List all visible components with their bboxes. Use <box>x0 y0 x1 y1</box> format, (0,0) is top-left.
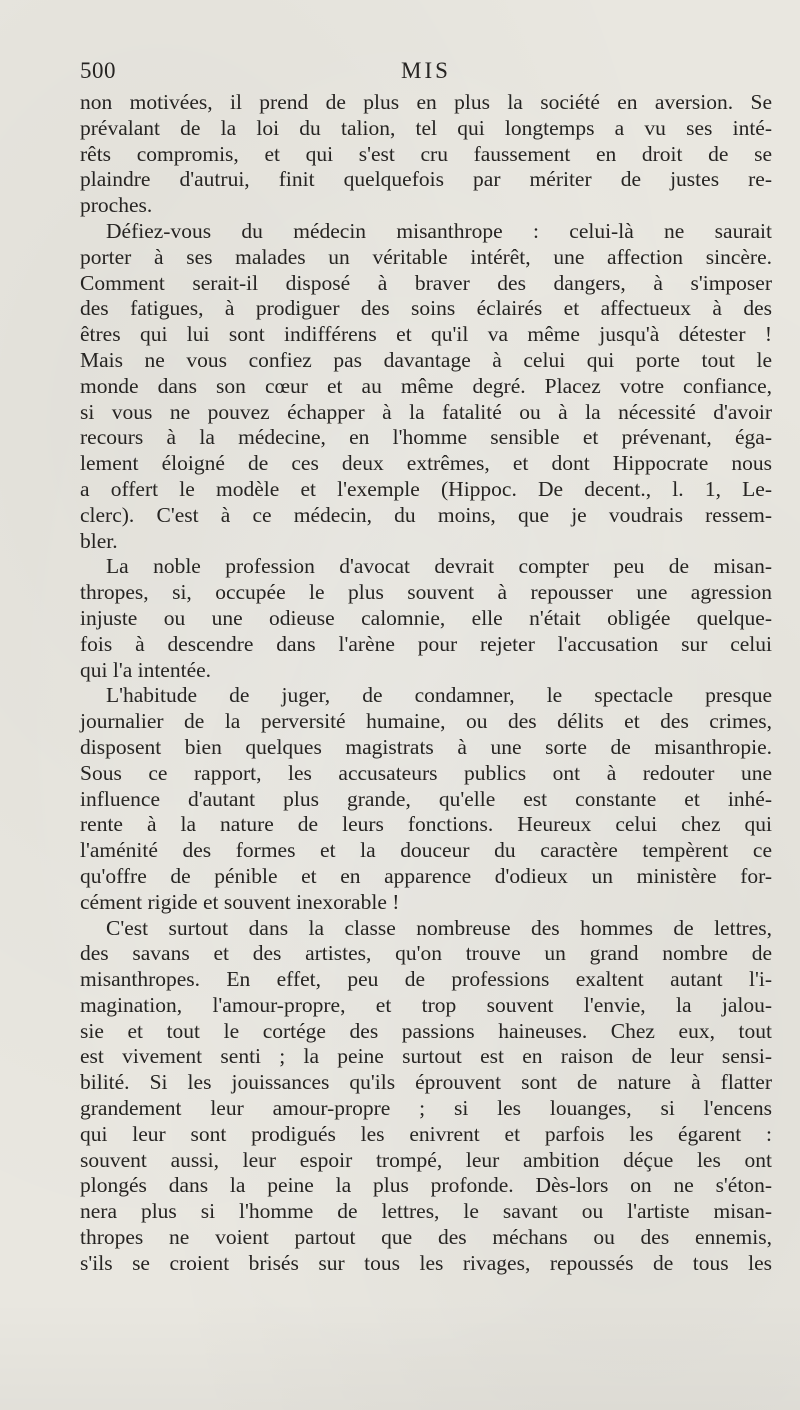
text-line: bler. <box>80 528 118 553</box>
text-line: prévalant de la loi du talion, tel qui longtemps a vu ses inté- <box>80 115 772 140</box>
text-line: Mais ne vous confiez pas davantage à celui qui porte tout le <box>80 347 772 372</box>
page-header <box>80 58 772 88</box>
text-line: proches. <box>80 193 153 218</box>
text-line: recours à la médecine, en l'homme sensible et prévenant, éga- <box>80 425 772 450</box>
text-line: si vous ne pouvez échapper à la fatalité ou à la nécessité d'avoir <box>80 399 772 424</box>
text-line: magination, l'amour-propre, et trop souvent l'envie, la jalou- <box>80 992 772 1017</box>
text-line: L'habitude de juger, de condamner, le spectacle presque <box>106 683 772 708</box>
page-edge-shadow <box>0 1300 800 1410</box>
text-line: lement éloigné de ces deux extrêmes, et dont Hippocrate nous <box>80 451 772 476</box>
text-line: l'aménité des formes et la douceur du caractère tempèrent ce <box>80 838 772 863</box>
text-line: qu'offre de pénible et en apparence d'odieux un ministère for- <box>80 863 772 888</box>
text-line: êtres qui lui sont indifférens et qu'il va même jusqu'à détester ! <box>80 322 772 347</box>
text-line: journalier de la perversité humaine, ou des délits et des crimes, <box>80 709 772 734</box>
text-line: disposent bien quelques magistrats à une sorte de misanthropie. <box>80 734 772 759</box>
text-line: porter à ses malades un véritable intérêt, une affection sincère. <box>80 244 772 269</box>
running-head: MIS <box>401 58 451 83</box>
text-line: cément rigide et souvent inexorable ! <box>80 889 400 914</box>
text-line: influence d'autant plus grande, qu'elle est constante et inhé- <box>80 786 772 811</box>
text-line: grandement leur amour-propre ; si les louanges, si l'encens <box>80 1096 772 1121</box>
text-line: rêts compromis, et qui s'est cru faussement en droit de se <box>80 141 772 166</box>
body-text <box>80 90 772 1277</box>
text-line: thropes ne voient partout que des méchans ou des ennemis, <box>80 1225 772 1250</box>
text-line: rente à la nature de leurs fonctions. Heureux celui chez qui <box>80 812 772 837</box>
text-line: nera plus si l'homme de lettres, le savant ou l'artiste misan- <box>80 1199 772 1224</box>
text-line: des savans et des artistes, qu'on trouve un grand nombre de <box>80 941 772 966</box>
text-line: bilité. Si les jouissances qu'ils éprouvent sont de nature à flatter <box>80 1070 772 1095</box>
text-line: non motivées, il prend de plus en plus la société en aversion. Se <box>80 90 772 114</box>
text-line: plongés dans la peine la plus profonde. Dès-lors on ne s'éton- <box>80 1173 772 1198</box>
text-line: injuste ou une odieuse calomnie, elle n'était obligée quelque- <box>80 605 772 630</box>
text-line: misanthropes. En effet, peu de professions exaltent autant l'i- <box>80 967 772 992</box>
text-line: plaindre d'autrui, finit quelquefois par mériter de justes re- <box>80 167 772 192</box>
text-line: sie et tout le cortége des passions haineuses. Chez eux, tout <box>80 1018 772 1043</box>
page-number: 500 <box>80 58 116 83</box>
text-line: qui l'a intentée. <box>80 657 212 682</box>
text-line: est vivement senti ; la peine surtout est en raison de leur sensi- <box>80 1044 772 1069</box>
text-line: clerc). C'est à ce médecin, du moins, que je voudrais ressem- <box>80 502 772 527</box>
text-line: fois à descendre dans l'arène pour rejeter l'accusation sur celui <box>80 631 772 656</box>
text-line: Sous ce rapport, les accusateurs publics ont à redouter une <box>80 760 772 785</box>
text-line: s'ils se croient brisés sur tous les rivages, repoussés de tous les <box>80 1250 772 1275</box>
text-line: des fatigues, à prodiguer des soins éclairés et affectueux à des <box>80 296 772 321</box>
text-line: qui leur sont prodigués les enivrent et parfois les égarent : <box>80 1121 772 1146</box>
text-line: thropes, si, occupée le plus souvent à repousser une agression <box>80 580 772 605</box>
text-line: La noble profession d'avocat devrait compter peu de misan- <box>106 554 772 579</box>
text-line: Défiez-vous du médecin misanthrope : celui-là ne saurait <box>106 218 772 243</box>
text-line: C'est surtout dans la classe nombreuse des hommes de lettres, <box>106 915 772 940</box>
text-line: souvent aussi, leur espoir trompé, leur ambition déçue les ont <box>80 1147 772 1172</box>
text-line: Comment serait-il disposé à braver des dangers, à s'imposer <box>80 270 772 295</box>
text-line: a offert le modèle et l'exemple (Hippoc. De decent., l. 1, Le- <box>80 476 772 501</box>
text-line: monde dans son cœur et au même degré. Placez votre confiance, <box>80 373 772 398</box>
